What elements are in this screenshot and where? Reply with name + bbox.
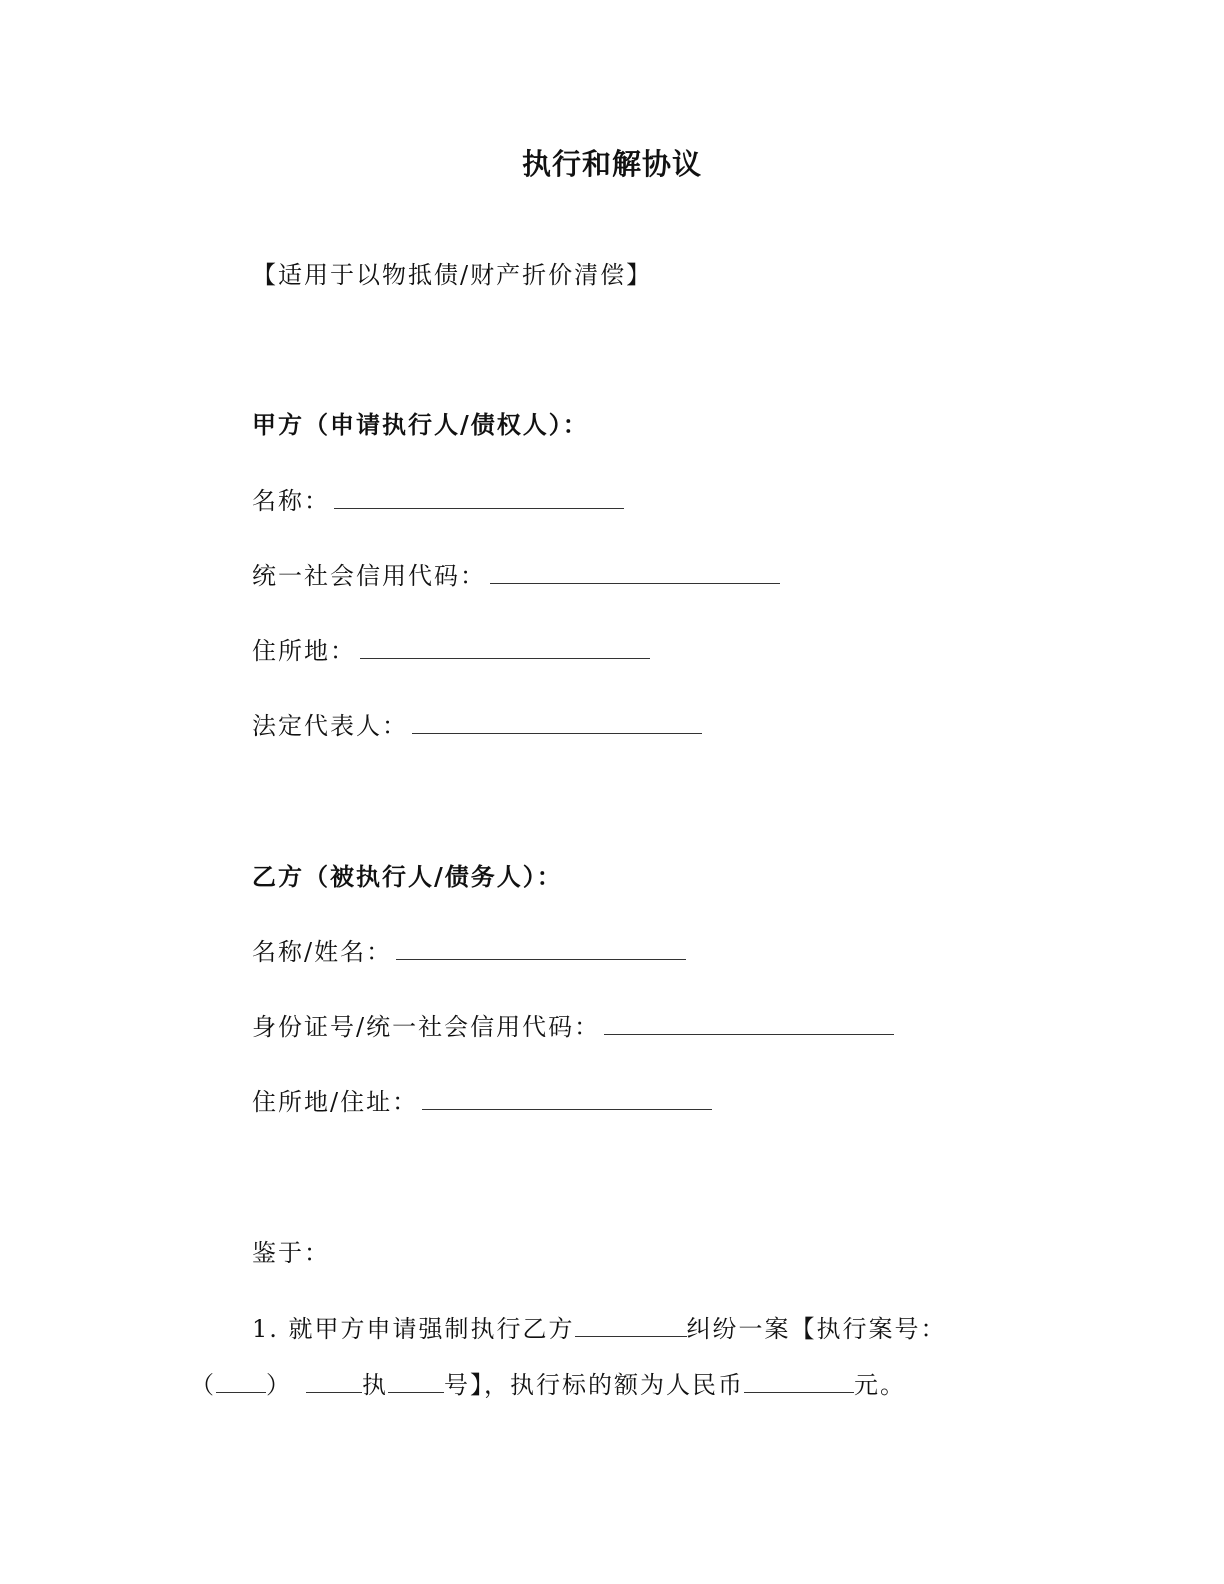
whereas-item1-line1 (252, 1312, 947, 1346)
court-code-blank[interactable] (306, 1370, 362, 1393)
item1-text-part5: 号】，执行标的额为人民币 (444, 1371, 744, 1399)
party-a-domicile-row (252, 634, 650, 668)
party-b-address-row (252, 1085, 712, 1119)
party-a-legal-rep-blank[interactable] (412, 711, 702, 734)
item1-number: 1. (252, 1315, 279, 1343)
item1-text-part2: 纠纷一案【执行案号： (686, 1315, 947, 1343)
party-b-address-label: 住所地/住址： (252, 1088, 419, 1116)
party-a-domicile-label: 住所地： (252, 637, 356, 665)
party-a-name-row (252, 484, 624, 518)
party-b-id-label: 身份证号/统一社会信用代码： (252, 1013, 601, 1041)
party-a-domicile-blank[interactable] (360, 636, 650, 659)
amount-blank[interactable] (744, 1370, 854, 1393)
scope-note: 【适用于以物抵债/财产折价清偿】 (252, 261, 653, 289)
party-b-id-blank[interactable] (604, 1012, 894, 1035)
item1-text-part1: 就甲方申请强制执行乙方 (288, 1315, 575, 1343)
party-b-name-blank[interactable] (396, 937, 686, 960)
party-a-credit-code-row (252, 559, 780, 593)
party-b-name-row (252, 935, 686, 969)
document-title: 执行和解协议 (521, 147, 702, 181)
party-a-heading: 甲方（申请执行人/债权人）： (252, 410, 589, 439)
item1-text-part6: 元。 (854, 1371, 906, 1399)
item1-text-part4: 执 (362, 1371, 388, 1399)
party-b-address-blank[interactable] (422, 1087, 712, 1110)
case-year-close: ） (266, 1371, 292, 1399)
party-a-credit-code-label: 统一社会信用代码： (252, 562, 486, 590)
party-a-name-blank[interactable] (334, 486, 624, 509)
case-year-open: （ (190, 1371, 216, 1399)
case-number-blank[interactable] (388, 1370, 444, 1393)
party-a-name-label: 名称： (252, 487, 330, 515)
whereas-item1-line2 (190, 1368, 906, 1402)
party-b-heading: 乙方（被执行人/债务人）： (252, 862, 563, 891)
dispute-type-blank[interactable] (575, 1314, 687, 1337)
party-a-credit-code-blank[interactable] (490, 561, 780, 584)
party-a-legal-rep-label: 法定代表人： (252, 712, 408, 740)
whereas-label: 鉴于： (252, 1239, 330, 1267)
party-b-name-label: 名称/姓名： (252, 938, 393, 966)
case-year-blank[interactable] (216, 1370, 266, 1393)
party-b-id-row (252, 1010, 894, 1044)
party-a-legal-rep-row (252, 709, 702, 743)
